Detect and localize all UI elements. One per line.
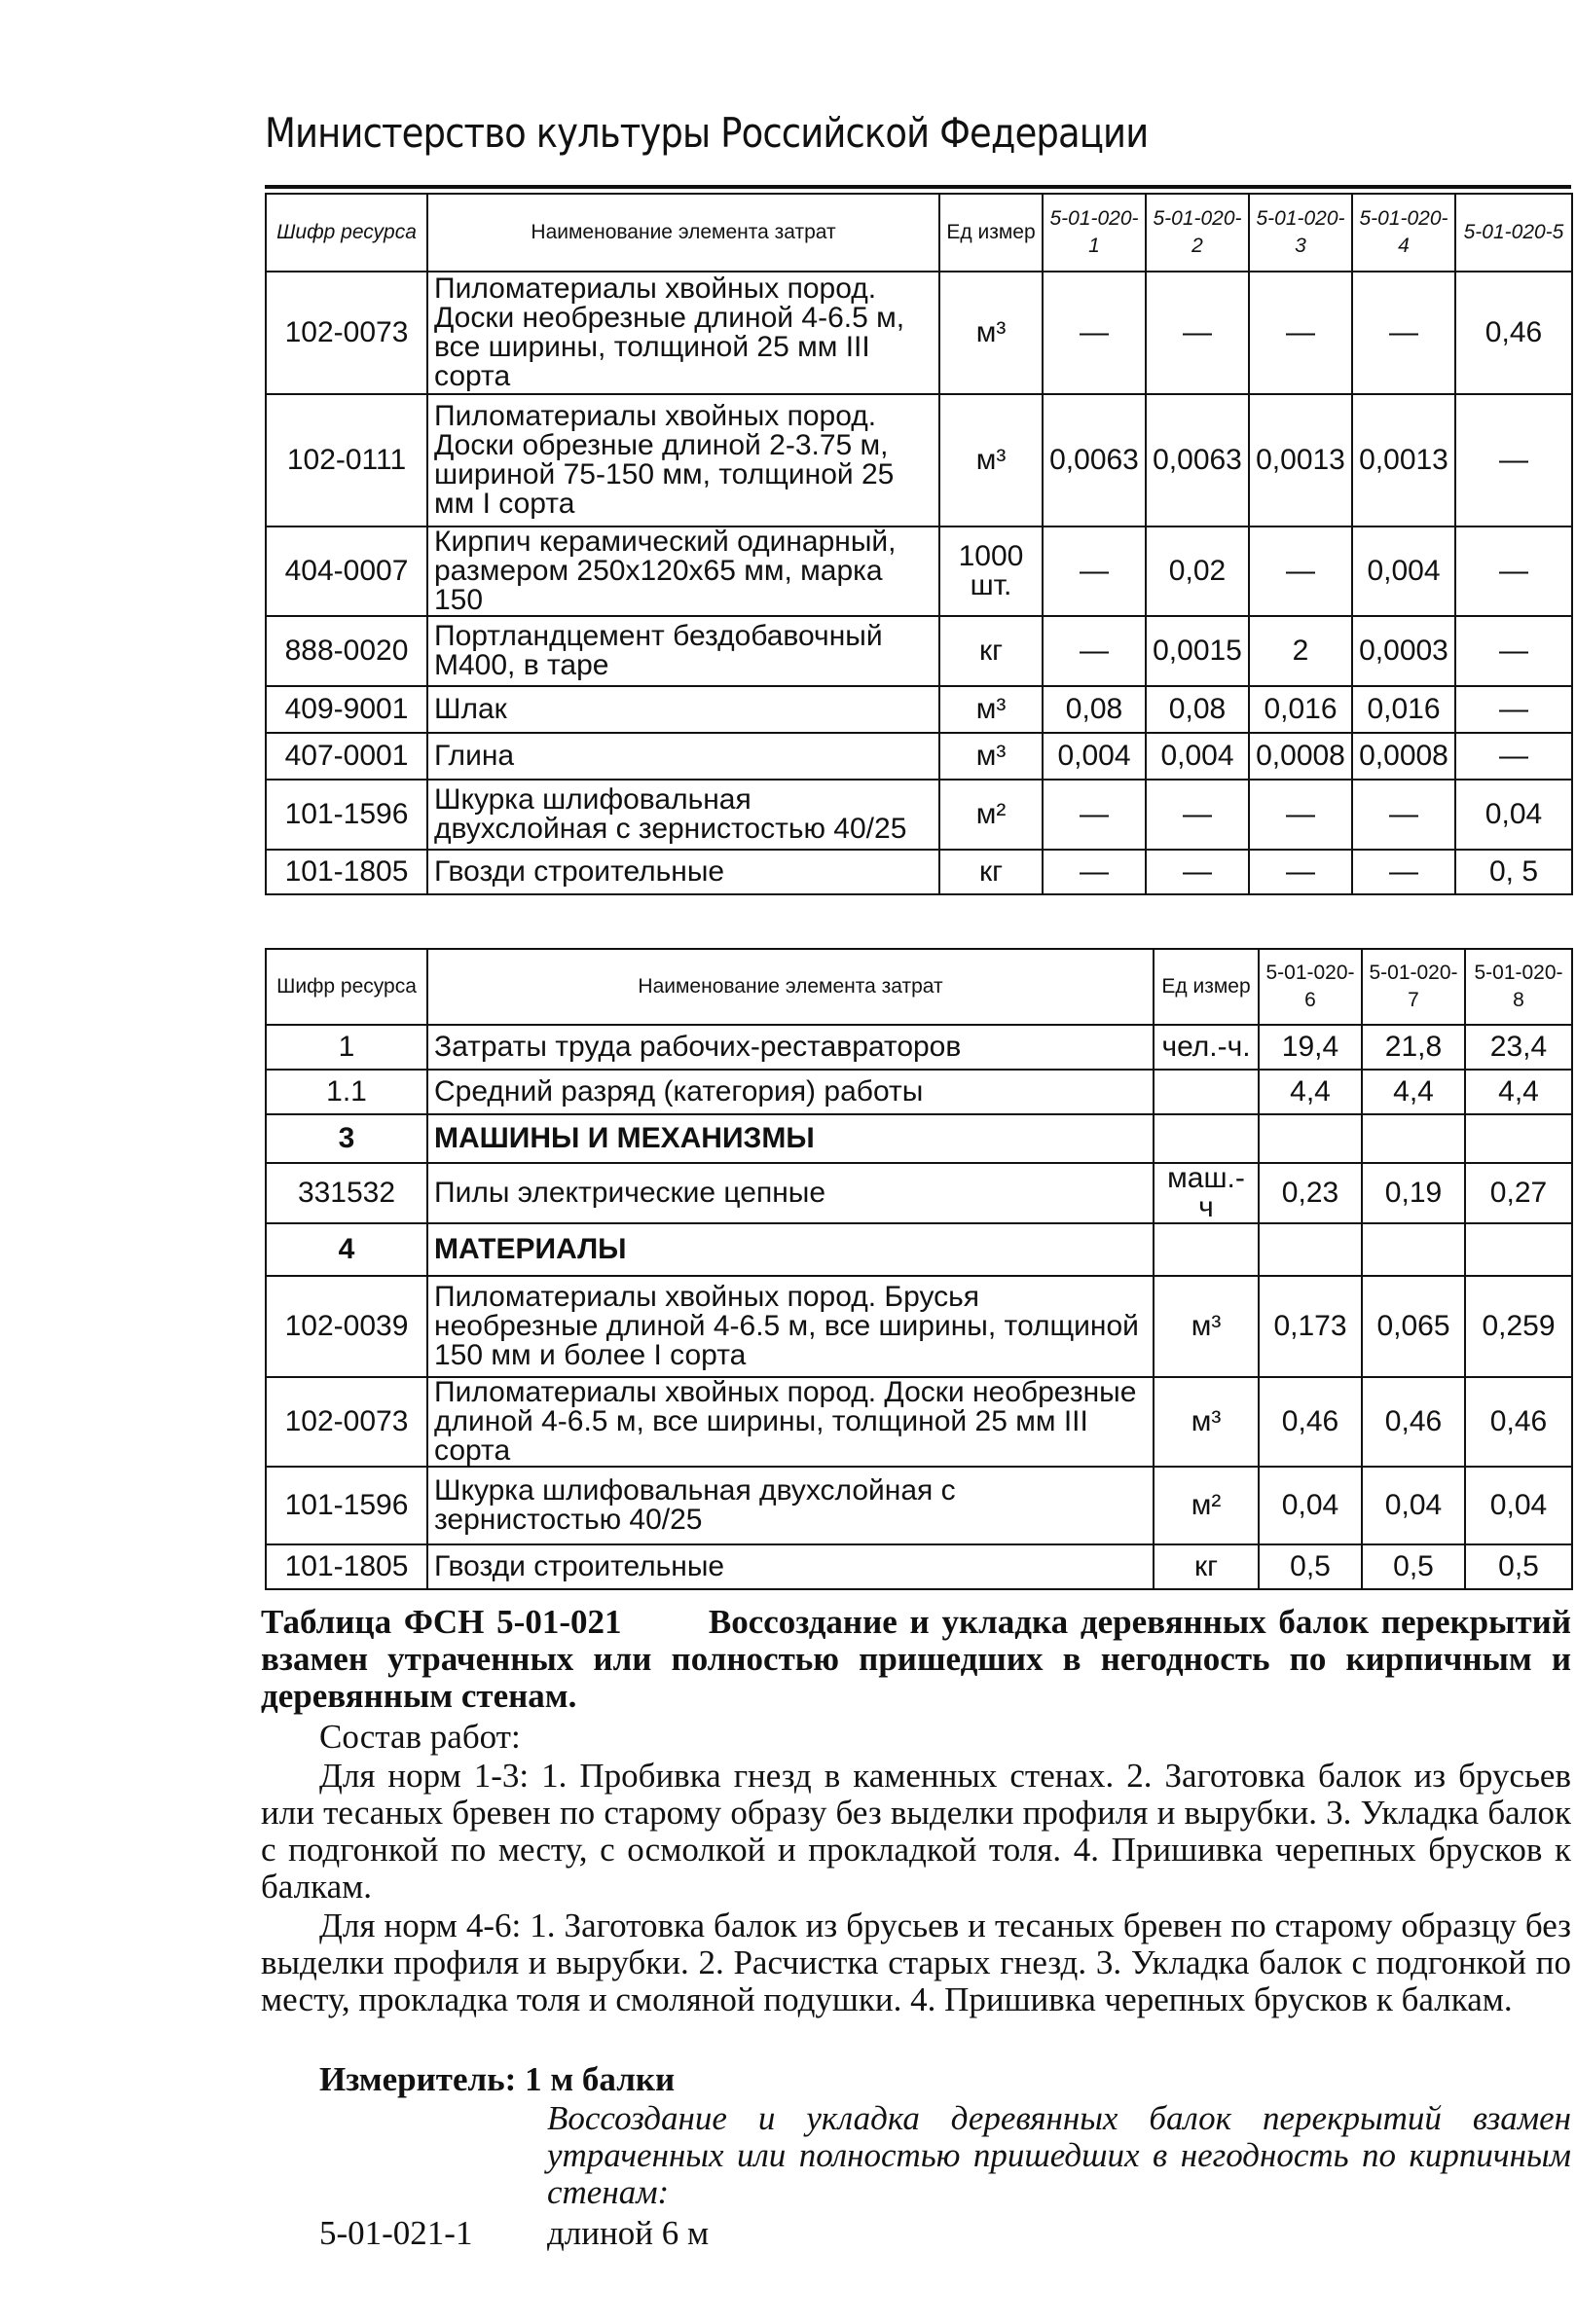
resource-name-cell: Шкурка шлифовальная двухслойная с зернистостью 40/25 xyxy=(427,1467,1154,1544)
value-cell: — xyxy=(1455,616,1572,686)
measure-label: Измеритель: 1 м балки xyxy=(319,2060,676,2098)
resource-name-cell: Затраты труда рабочих-реставраторов xyxy=(427,1025,1154,1070)
value-cell: 0,02 xyxy=(1146,527,1249,616)
table-row xyxy=(266,733,1572,780)
value-cell: — xyxy=(1249,527,1352,616)
resource-name-cell: Гвозди строительные xyxy=(427,850,939,894)
resource-code-cell: 4 xyxy=(266,1223,427,1276)
resource-code-cell: 331532 xyxy=(266,1163,427,1223)
unit-cell: м³ xyxy=(939,272,1043,394)
table-title: Таблица ФСН 5-01-021 xyxy=(261,1603,622,1641)
unit-cell: м³ xyxy=(1154,1377,1259,1467)
value-cell: 0, 5 xyxy=(1455,850,1572,894)
resource-code-cell: 1.1 xyxy=(266,1070,427,1114)
resource-code-cell: 102-0039 xyxy=(266,1276,427,1377)
header-rule xyxy=(265,185,1571,189)
value-cell: 0,004 xyxy=(1043,733,1146,780)
table-row xyxy=(266,686,1572,733)
table-row xyxy=(266,1070,1572,1114)
unit-cell xyxy=(1154,1223,1259,1276)
resource-name-cell: Шкурка шлифовальная двухслойная с зернистостью 40/25 xyxy=(427,780,939,850)
value-cell xyxy=(1362,1114,1465,1163)
value-cell: 4,4 xyxy=(1362,1070,1465,1114)
value-cell: — xyxy=(1146,850,1249,894)
value-cell: 0,5 xyxy=(1362,1544,1465,1589)
value-cell: — xyxy=(1249,850,1352,894)
resource-name-cell: Пиломатериалы хвойных пород. Брусья необрезные длиной 4-6.5 м, все ширины, толщиной 150 мм и более I сорта xyxy=(427,1276,1154,1377)
table-row xyxy=(266,1025,1572,1070)
unit-cell: кг xyxy=(939,850,1043,894)
unit-cell: маш.-ч xyxy=(1154,1163,1259,1223)
col-name-header: Наименование элемента затрат xyxy=(427,194,939,272)
resource-name-cell: МАШИНЫ И МЕХАНИЗМЫ xyxy=(427,1114,1154,1163)
paragraph-1: Для норм 1-3: 1. Пробивка гнезд в каменных стенах. 2. Заготовка балок из брусьев или тесаных бревен по старому образу без выделки профиля и вырубки. 3. Укладка балок с подгонкой по месту, с осмолкой и прокладкой толя. 4. Пришивка черепных брусков к балкам. xyxy=(261,1757,1571,1906)
unit-cell: чел.-ч. xyxy=(1154,1025,1259,1070)
col-norm-header: 5-01-020-6 xyxy=(1259,949,1362,1025)
value-cell xyxy=(1362,1223,1465,1276)
unit-cell xyxy=(1154,1114,1259,1163)
value-cell: 0,5 xyxy=(1259,1544,1362,1589)
value-cell: — xyxy=(1249,780,1352,850)
value-cell: 0,23 xyxy=(1259,1163,1362,1223)
resource-code-cell: 102-0111 xyxy=(266,394,427,527)
value-cell: 0,27 xyxy=(1465,1163,1572,1223)
value-cell: 0,5 xyxy=(1465,1544,1572,1589)
table-row xyxy=(266,850,1572,894)
materials-table-2 xyxy=(265,948,1573,1590)
resource-code-cell: 102-0073 xyxy=(266,272,427,394)
resource-name-cell: Пиломатериалы хвойных пород. Доски необрезные длиной 4-6.5 м, все ширины, толщиной 25 мм III сорта xyxy=(427,272,939,394)
table-row xyxy=(266,1377,1572,1467)
value-cell: — xyxy=(1043,527,1146,616)
value-cell xyxy=(1259,1223,1362,1276)
value-cell: 0,259 xyxy=(1465,1276,1572,1377)
value-cell: 0,04 xyxy=(1465,1467,1572,1544)
value-cell: — xyxy=(1455,733,1572,780)
unit-cell xyxy=(1154,1070,1259,1114)
col-unit-header: Ед измер xyxy=(939,194,1043,272)
value-cell: — xyxy=(1352,780,1455,850)
value-cell: 0,0015 xyxy=(1146,616,1249,686)
value-cell: — xyxy=(1043,780,1146,850)
value-cell: 0,08 xyxy=(1146,686,1249,733)
table-row xyxy=(266,394,1572,527)
col-norm-header: 5-01-020-4 xyxy=(1352,194,1455,272)
value-cell: 0,173 xyxy=(1259,1276,1362,1377)
unit-cell: м³ xyxy=(939,394,1043,527)
value-cell: 4,4 xyxy=(1259,1070,1362,1114)
col-code-header: Шифр ресурса xyxy=(266,949,427,1025)
resource-code-cell: 102-0073 xyxy=(266,1377,427,1467)
value-cell: 0,46 xyxy=(1455,272,1572,394)
resource-name-cell: Пиломатериалы хвойных пород. Доски обрезные длиной 2-3.75 м, шириной 75-150 мм, толщиной 25 мм I сорта xyxy=(427,394,939,527)
table-row xyxy=(266,1544,1572,1589)
col-unit-header: Ед измер xyxy=(1154,949,1259,1025)
value-cell: 0,46 xyxy=(1465,1377,1572,1467)
value-cell: — xyxy=(1455,686,1572,733)
unit-cell: м³ xyxy=(1154,1276,1259,1377)
col-norm-header: 5-01-020-1 xyxy=(1043,194,1146,272)
value-cell: 19,4 xyxy=(1259,1025,1362,1070)
unit-cell: м³ xyxy=(939,686,1043,733)
value-cell: 0,0063 xyxy=(1043,394,1146,527)
value-cell: — xyxy=(1455,527,1572,616)
paragraph-2: Для норм 4-6: 1. Заготовка балок из брусьев и тесаных бревен по старому образцу без выделки профиля и вырубки. 2. Расчистка старых гнезд. 3. Укладка балок с подгонкой по месту, прокладка толя и смоляной подушки. 4. Пришивка черепных брусков к балкам. xyxy=(261,1906,1571,2018)
materials-table-1 xyxy=(265,193,1573,895)
col-norm-header: 5-01-020-5 xyxy=(1455,194,1572,272)
value-cell xyxy=(1259,1114,1362,1163)
norm-length: длиной 6 м xyxy=(547,2214,710,2252)
resource-code-cell: 407-0001 xyxy=(266,733,427,780)
value-cell: 21,8 xyxy=(1362,1025,1465,1070)
value-cell: — xyxy=(1352,272,1455,394)
value-cell: 0,04 xyxy=(1362,1467,1465,1544)
norm-code: 5-01-021-1 xyxy=(319,2214,473,2252)
value-cell: 0,0013 xyxy=(1352,394,1455,527)
value-cell: 0,19 xyxy=(1362,1163,1465,1223)
resource-code-cell: 101-1805 xyxy=(266,1544,427,1589)
resource-name-cell: Глина xyxy=(427,733,939,780)
value-cell: 0,004 xyxy=(1352,527,1455,616)
resource-name-cell: Портландцемент бездобавочный М400, в таре xyxy=(427,616,939,686)
value-cell: 0,0008 xyxy=(1352,733,1455,780)
value-cell: 0,004 xyxy=(1146,733,1249,780)
section-row xyxy=(266,1223,1572,1276)
resource-code-cell: 1 xyxy=(266,1025,427,1070)
table-title-block xyxy=(261,1604,1571,1715)
col-norm-header: 5-01-020-8 xyxy=(1465,949,1572,1025)
page-header: Министерство культуры Российской Федерации xyxy=(265,109,1149,157)
table-row xyxy=(266,1276,1572,1377)
value-cell: 0,08 xyxy=(1043,686,1146,733)
value-cell: 0,46 xyxy=(1259,1377,1362,1467)
table-row xyxy=(266,616,1572,686)
section-row xyxy=(266,1114,1572,1163)
resource-code-cell: 3 xyxy=(266,1114,427,1163)
resource-name-cell: Шлак xyxy=(427,686,939,733)
col-norm-header: 5-01-020-2 xyxy=(1146,194,1249,272)
resource-name-cell: Пилы электрические цепные xyxy=(427,1163,1154,1223)
value-cell: 0,016 xyxy=(1352,686,1455,733)
value-cell: 0,065 xyxy=(1362,1276,1465,1377)
unit-cell: кг xyxy=(939,616,1043,686)
value-cell: — xyxy=(1043,272,1146,394)
norm-description: Воссоздание и укладка деревянных балок перекрытий взамен утраченных или полностью пришедших в негодность по кирпичным стенам: xyxy=(547,2099,1571,2211)
value-cell: 0,016 xyxy=(1249,686,1352,733)
value-cell: 0,46 xyxy=(1362,1377,1465,1467)
value-cell: — xyxy=(1249,272,1352,394)
resource-name-cell: Гвозди строительные xyxy=(427,1544,1154,1589)
unit-cell: кг xyxy=(1154,1544,1259,1589)
unit-cell: м³ xyxy=(939,733,1043,780)
unit-cell: 1000 шт. xyxy=(939,527,1043,616)
value-cell: 0,0003 xyxy=(1352,616,1455,686)
table-row xyxy=(266,1163,1572,1223)
col-norm-header: 5-01-020-3 xyxy=(1249,194,1352,272)
value-cell: 0,04 xyxy=(1259,1467,1362,1544)
resource-code-cell: 101-1596 xyxy=(266,780,427,850)
resource-code-cell: 409-9001 xyxy=(266,686,427,733)
table-row xyxy=(266,1467,1572,1544)
unit-cell: м² xyxy=(939,780,1043,850)
value-cell: 2 xyxy=(1249,616,1352,686)
value-cell: — xyxy=(1146,272,1249,394)
composition-label: Состав работ: xyxy=(319,1718,521,1756)
value-cell: 4,4 xyxy=(1465,1070,1572,1114)
col-code-header: Шифр ресурса xyxy=(266,194,427,272)
resource-name-cell: Средний разряд (категория) работы xyxy=(427,1070,1154,1114)
value-cell: 0,0008 xyxy=(1249,733,1352,780)
value-cell: — xyxy=(1455,394,1572,527)
value-cell: — xyxy=(1043,616,1146,686)
resource-name-cell: Пиломатериалы хвойных пород. Доски необрезные длиной 4-6.5 м, все ширины, толщиной 25 мм III сорта xyxy=(427,1377,1154,1467)
resource-name-cell: Кирпич керамический одинарный, размером 250х120х65 мм, марка 150 xyxy=(427,527,939,616)
resource-name-cell: МАТЕРИАЛЫ xyxy=(427,1223,1154,1276)
value-cell: 0,0063 xyxy=(1146,394,1249,527)
table-row xyxy=(266,780,1572,850)
value-cell: 23,4 xyxy=(1465,1025,1572,1070)
value-cell xyxy=(1465,1223,1572,1276)
value-cell: — xyxy=(1146,780,1249,850)
value-cell: — xyxy=(1352,850,1455,894)
table-row xyxy=(266,527,1572,616)
value-cell: 0,0013 xyxy=(1249,394,1352,527)
col-norm-header: 5-01-020-7 xyxy=(1362,949,1465,1025)
unit-cell: м² xyxy=(1154,1467,1259,1544)
value-cell xyxy=(1465,1114,1572,1163)
resource-code-cell: 101-1596 xyxy=(266,1467,427,1544)
value-cell: 0,04 xyxy=(1455,780,1572,850)
resource-code-cell: 101-1805 xyxy=(266,850,427,894)
resource-code-cell: 404-0007 xyxy=(266,527,427,616)
table-heading: Воссоздание и укладка деревянных балок перекрытий взамен утраченных или полностью пришедших в негодность по кирпичным и деревянным стенам. xyxy=(261,1603,1571,1715)
table-row xyxy=(266,272,1572,394)
col-name-header: Наименование элемента затрат xyxy=(427,949,1154,1025)
resource-code-cell: 888-0020 xyxy=(266,616,427,686)
value-cell: — xyxy=(1043,850,1146,894)
